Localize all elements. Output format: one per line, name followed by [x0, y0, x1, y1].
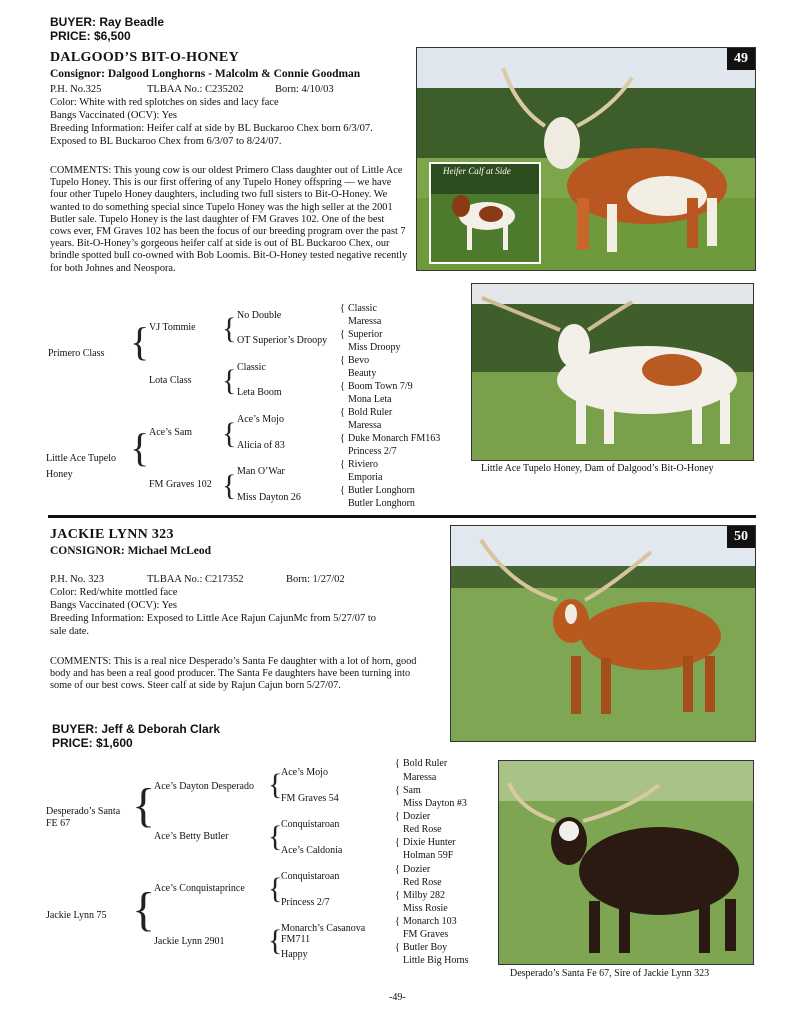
lot49-calf-inset [429, 162, 541, 264]
lot50-color: Color: Red/white mottled face [50, 587, 178, 598]
pedigree-g4: Butler Longhorn [348, 485, 415, 496]
pedigree-g4: Maressa [348, 420, 382, 431]
pedigree-g3: Classic [237, 362, 266, 373]
pedigree-sire-line-2: FE 67 [46, 818, 71, 829]
lot50-title: JACKIE LYNN 323 [50, 527, 174, 542]
pedigree-g4: Little Big Horns [403, 955, 469, 966]
pedigree-brace: { [268, 924, 283, 957]
pedigree-g3: Princess 2/7 [281, 897, 330, 908]
lot49-consignor: Consignor: Dalgood Longhorns - Malcolm & Connie Goodman [50, 68, 361, 80]
lot50-bangs: Bangs Vaccinated (OCV): Yes [50, 600, 177, 611]
page-number: -49- [389, 992, 406, 1003]
pedigree-g4: { [395, 864, 400, 875]
pedigree-brace: { [132, 883, 156, 936]
pedigree-g2: Ace’s Conquistaprince [154, 883, 245, 894]
pedigree-g4: Miss Droopy [348, 342, 401, 353]
lot49-bangs: Bangs Vaccinated (OCV): Yes [50, 110, 177, 121]
pedigree-g3: Happy [281, 949, 308, 960]
pedigree-g2: Lota Class [149, 375, 192, 386]
pedigree-g4: Red Rose [403, 824, 442, 835]
pedigree-g4: Beauty [348, 368, 377, 379]
pedigree-g4: FM Graves [403, 929, 449, 940]
pedigree-g4: { [340, 433, 345, 444]
lot49-dam-photo [471, 283, 754, 461]
lot49-ph: P.H. No.325 [50, 84, 102, 95]
pedigree-g4: { [395, 758, 400, 769]
pedigree-g4: { [340, 459, 345, 470]
pedigree-g4: Sam [403, 785, 421, 796]
lot50-sire-caption: Desperado’s Santa Fe 67, Sire of Jackie Lynn 323 [510, 968, 710, 979]
pedigree-g3: Conquistaroan [281, 871, 340, 882]
lot49-comments: COMMENTS: This young cow is our oldest Primero Class daughter out of Little Ace Tupelo Honey. This is our first offering of any Tupelo Honey offspring — we have four other Tupelo Honey daughters, including two full sisters to Bit-O-Honey. We wanted to do something special since Tupelo Honey was the high seller at the 2001 Butler sale. Tupelo Honey is the last daughter of FM Graves 102. One of the best cows ever, FM Graves 102 has been the focus of our breeding program over the past 7 years. Bit-O-Honey’s gorgeous heifer calf at side is out of BL Buckaroo Chex, our brindle spotted bull co-owned with Bob Loomis. Bit-O-Honey tested negative recently for both Johnes and Neospora. [50, 165, 408, 274]
pedigree-g3: Ace’s Mojo [281, 767, 328, 778]
pedigree-g2: Ace’s Dayton Desperado [154, 781, 254, 792]
lot49-born: Born: 4/10/03 [275, 84, 334, 95]
pedigree-g3: No Double [237, 310, 282, 321]
pedigree-brace: { [130, 319, 150, 364]
pedigree-brace: { [268, 768, 283, 801]
pedigree-brace: { [222, 312, 237, 345]
lot49-inset-caption: Heifer Calf at Side [443, 166, 511, 176]
lot50-tlbaa: TLBAA No.: C217352 [147, 574, 244, 585]
pedigree-g4: Superior [348, 329, 383, 340]
lot49-tlbaa: TLBAA No.: C235202 [147, 84, 244, 95]
pedigree-g2: Ace’s Betty Butler [154, 831, 229, 842]
lot50-breeding-1: Breeding Information: Exposed to Little Ace Rajun CajunMc from 5/27/07 to [50, 613, 377, 624]
lot49-breeding-1: Breeding Information: Heifer calf at side by BL Buckaroo Chex born 6/3/07. [50, 123, 373, 134]
pedigree-g4: { [340, 381, 345, 392]
pedigree-sire-line-1: Desperado’s Santa [46, 806, 121, 817]
pedigree-brace: { [268, 820, 283, 853]
pedigree-g4: { [395, 890, 400, 901]
lot49-number-badge: 49 [727, 48, 755, 70]
pedigree-g4: Dixie Hunter [403, 837, 456, 848]
pedigree-g4: Bold Ruler [403, 758, 448, 769]
pedigree-g4: { [340, 303, 345, 314]
pedigree-g3: Man O’War [237, 466, 285, 477]
lot50-comments: COMMENTS: This is a real nice Desperado’s Santa Fe daughter with a lot of horn, good body and has been a real good producer. The Santa Fe daughters have been turning into some of our best cows. Steer calf at side by Rajun Cajun born 5/27/07. [50, 656, 417, 692]
pedigree-g4: Milby 282 [403, 890, 445, 901]
pedigree-g3: Alicia of 83 [237, 440, 285, 451]
pedigree-g4: { [340, 407, 345, 418]
pedigree-g4: Butler Longhorn [348, 498, 415, 509]
lot50-ph: P.H. No. 323 [50, 574, 104, 585]
pedigree-g2: Jackie Lynn 2901 [154, 936, 225, 947]
pedigree-g3: FM711 [281, 934, 311, 945]
pedigree-g3: Miss Dayton 26 [237, 492, 301, 503]
pedigree-g4: Red Rose [403, 877, 442, 888]
pedigree-g4: { [395, 942, 400, 953]
section-divider [48, 515, 756, 518]
pedigree-dam: Jackie Lynn 75 [46, 910, 107, 921]
pedigree-dam-line-2: Honey [46, 469, 73, 480]
lot50-number-badge: 50 [727, 526, 755, 548]
pedigree-g3: Leta Boom [237, 387, 282, 398]
pedigree-g4: Maressa [403, 772, 437, 783]
lot49-buyer: BUYER: Ray Beadle [50, 15, 165, 29]
pedigree-g4: Holman 59F [403, 850, 454, 861]
pedigree-g4: Butler Boy [403, 942, 448, 953]
pedigree-g3: Monarch’s Casanova [281, 923, 366, 934]
lot50-breeding-2: sale date. [50, 626, 90, 637]
pedigree-g3: OT Superior’s Droopy [237, 335, 328, 346]
pedigree-g4: { [395, 785, 400, 796]
pedigree-g4: { [340, 355, 345, 366]
lot49-title: DALGOOD’S BIT-O-HONEY [50, 50, 239, 65]
pedigree-brace: { [222, 364, 237, 397]
pedigree-brace: { [132, 779, 156, 832]
lot50-buyer: BUYER: Jeff & Deborah Clark [52, 722, 221, 736]
pedigree-g2: VJ Tommie [149, 322, 196, 333]
lot49-cow-photo [416, 47, 756, 271]
lot50-born: Born: 1/27/02 [286, 574, 345, 585]
pedigree-g4: Dozier [403, 864, 431, 875]
lot50-cow-photo [450, 525, 756, 742]
pedigree-g4: Monarch 103 [403, 916, 457, 927]
lot50-consignor: CONSIGNOR: Michael McLeod [50, 545, 211, 557]
pedigree-g4: Classic [348, 303, 377, 314]
pedigree-g4: Bevo [348, 355, 370, 366]
pedigree-g4: Princess 2/7 [348, 446, 397, 457]
pedigree-g4: Dozier [403, 811, 431, 822]
pedigree-dam-line-1: Little Ace Tupelo [46, 453, 116, 464]
pedigree-g4: { [395, 837, 400, 848]
pedigree-brace: { [222, 417, 237, 450]
pedigree-brace: { [222, 469, 237, 502]
pedigree-g4: { [395, 916, 400, 927]
pedigree-g3: FM Graves 54 [281, 793, 339, 804]
pedigree-g4: Bold Ruler [348, 407, 393, 418]
pedigree-g4: Boom Town 7/9 [348, 381, 413, 392]
pedigree-g3: Ace’s Caldonia [281, 845, 343, 856]
pedigree-g2: Ace’s Sam [149, 427, 193, 438]
pedigree-sire: Primero Class [48, 348, 105, 359]
lot49-breeding-2: Exposed to BL Buckaroo Chex from 6/3/07 to 8/24/07. [50, 136, 282, 147]
pedigree-g4: Maressa [348, 316, 382, 327]
lot49-price: PRICE: $6,500 [50, 29, 131, 43]
pedigree-g4: { [395, 811, 400, 822]
pedigree-g4: Miss Dayton #3 [403, 798, 467, 809]
pedigree-g4: Duke Monarch FM163 [348, 433, 441, 444]
pedigree-g4: { [340, 329, 345, 340]
pedigree-g4: Riviero [348, 459, 378, 470]
lot49-color: Color: White with red splotches on sides and lacy face [50, 97, 279, 108]
pedigree-g4: Miss Rosie [403, 903, 448, 914]
lot50-price: PRICE: $1,600 [52, 736, 133, 750]
pedigree-brace: { [130, 425, 150, 470]
pedigree-g4: Emporia [348, 472, 383, 483]
lot49-dam-caption: Little Ace Tupelo Honey, Dam of Dalgood’s Bit-O-Honey [481, 463, 714, 474]
pedigree-g3: Conquistaroan [281, 819, 340, 830]
lot50-sire-photo [498, 760, 754, 965]
pedigree-g3: Ace’s Mojo [237, 414, 284, 425]
pedigree-g2: FM Graves 102 [149, 479, 212, 490]
pedigree-brace: { [268, 872, 283, 905]
pedigree-g4: Mona Leta [348, 394, 392, 405]
pedigree-g4: { [340, 485, 345, 496]
